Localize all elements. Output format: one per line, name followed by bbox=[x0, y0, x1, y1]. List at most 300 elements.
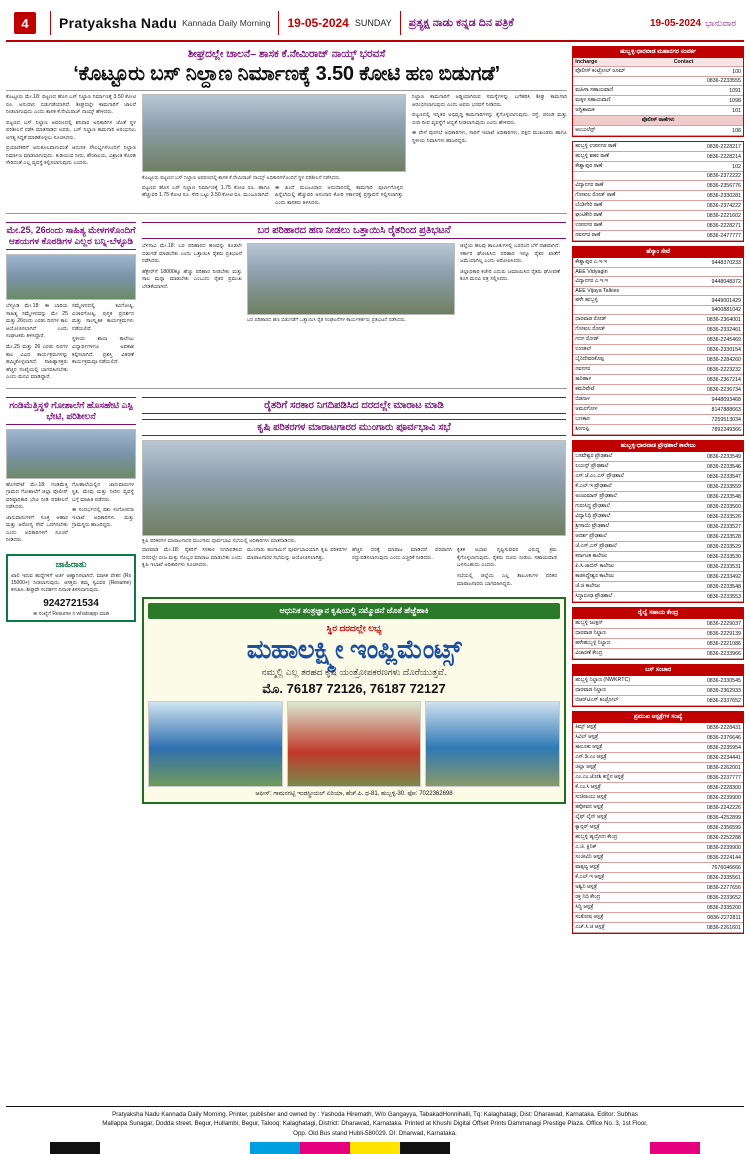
cell-name: ಉಪನಗರ ಠಾಣೆ bbox=[573, 221, 671, 231]
cell-contact: 0836-2233559 bbox=[672, 482, 743, 492]
cell-contact: 9448093468 bbox=[672, 395, 743, 405]
column-header-incharge: Incharge bbox=[573, 58, 671, 67]
directory-box-title: ಹುಬ್ಬಳ್ಳಿ-ಧಾರವಾಡ ಪ್ರೌಢಶಾಲೆ ಕಾಲೇಜು bbox=[573, 441, 743, 452]
cell-name: ಬಿಡನಾಳ bbox=[573, 395, 671, 405]
table-row bbox=[573, 142, 743, 152]
paragraph: ಸ್ಥಳೀಯ ಶಾಲಾ ಕಾಲೇಜು ವಿದ್ಯಾರ್ಥಿಗಳಿಗೂ ಅವಕಾಶ ಕಲ್ಪಿಸಲಾಗಿದೆ. ಪ್ರಶಸ್ತಿ ವಿತರಣೆ ಕಾರ್ಯಕ್ರಮವೂ ನಡೆಯಲಿದೆ. bbox=[72, 336, 134, 366]
story4-headline: ಗಂಡಿಮೆತ್ತಿಸ್ಥಳಿ ಗೋಶಾಲೆಗೆ ಹೊಸಹೇಟಿ ಎಸ್ಪಿ ಭೇಟಿ, ಪರಿಶೀಲನೆ bbox=[6, 397, 136, 425]
directory-table bbox=[573, 619, 743, 659]
cell-contact: 0836-2221602 bbox=[672, 211, 743, 221]
table-row bbox=[573, 126, 743, 136]
display-ad-address: ಆಫೀಸ್: ಗಾಮನಗಟ್ಟಿ ಇಂಡಸ್ಟ್ರೀಯಲ್ ಏರಿಯಾ, ಹೆಚ್.ಪಿ. ಧ-81, ಹುಬ್ಬಳ್ಳಿ-30. ಫೋ: 7022362698 bbox=[255, 791, 453, 798]
directory-box-title: ಹೆಸ್ಕಾಂ ಸೇವೆ bbox=[573, 247, 743, 258]
table-row bbox=[573, 686, 743, 696]
imprint-line-2: Mallappa Sunagar, Dodda street, Begur, Hullambi, Begur, Talooq: Kalaghatagi, District: Dharawad, Karnataka. Printed at Khushi Digital Offset Prints Dammanagi Prestige Plaza. Office No. 3, 1st Floor, bbox=[102, 1120, 648, 1128]
table-row bbox=[573, 833, 743, 843]
directory-table bbox=[573, 452, 743, 602]
product-photo-plough bbox=[148, 701, 283, 787]
print-registration-colorbar bbox=[0, 1142, 750, 1154]
story3-block bbox=[142, 217, 566, 384]
issue-date: 19-05-2024 bbox=[287, 16, 349, 30]
cell-name: ಹುಬ್ಬಳ್ಳಿ ನಿಲ್ದಾಣ (NWKRTC) bbox=[573, 676, 671, 686]
table-row bbox=[573, 873, 743, 883]
cell-name bbox=[573, 172, 671, 181]
cell-contact: 0836-2477777 bbox=[672, 231, 743, 241]
cell-contact: 1098 bbox=[672, 96, 743, 106]
cell-contact: 0836-2229037 bbox=[672, 619, 743, 629]
cell-name: ಸಂಜೀವಿನಿ ಆಸ್ಪತ್ರೆ bbox=[573, 853, 671, 863]
cell-contact: 0836-2235954 bbox=[672, 743, 743, 753]
cell-contact: 0836-2364001 bbox=[672, 315, 743, 325]
cell-contact: 0836-2374222 bbox=[672, 201, 743, 211]
cell-name: ಎಂ.ಎಂ.ಜೋಶಿ ಕಣ್ಣಿನ ಆಸ್ಪತ್ರೆ bbox=[573, 773, 671, 783]
story5-subheadline: ಕೃಷಿ ಪರಿಕರಗಳ ಮಾರಾಟಗಾರರ ಮುಂಗಾರು ಪೂರ್ವಭಾವಿ ಸಭೆ bbox=[142, 419, 566, 436]
lead-kicker: ಶೀಘ್ರದಲ್ಲೇ ಚಾಲನೆ– ಶಾಸಕ ಕೆ.ನೇಮಿರಾಜ್ ನಾಯ್ಕ್ ಭರವಸೆ bbox=[187, 48, 386, 60]
paragraph: ಹೊಸಪೇಟೆ ಮೇ.18: ಗಂಡಿಮೆತ್ತಿ ಗ್ರಾಮದ ಗೋಶಾಲೆಗೆ ಜಿಲ್ಲಾ ಪೊಲೀಸ್ ವರಿಷ್ಠಾಧಿಕಾರಿ ಭೇಟಿ ನೀಡಿ ಪರಿಶೀಲನೆ ನಡೆಸಿದರು. bbox=[6, 481, 68, 511]
paper-title: Pratyaksha Nadu bbox=[59, 15, 178, 31]
story3-headline: ಬರ ಪರಿಹಾರದ ಹಣ ನೀಡಲು ಒತ್ತಾಯಿಸಿ ರೈತರಿಂದ ಪ್ರತಿಭಟನೆ bbox=[142, 222, 566, 239]
cell-contact: 0836-2356599 bbox=[672, 823, 743, 833]
table-row bbox=[573, 562, 743, 572]
cell-name: ಗದಗ ರೋಡ್ bbox=[573, 335, 671, 345]
directory-box-hospitals bbox=[572, 711, 744, 934]
table-row bbox=[573, 296, 743, 306]
cell-contact bbox=[672, 268, 743, 277]
cell-name: ಮಕ್ಕಳ ಸಹಾಯವಾಣಿ bbox=[573, 96, 671, 106]
table-row bbox=[573, 733, 743, 743]
display-ad-tagline: ಆಧುನಿಕ ತಂತ್ರಜ್ಞಾನ ಕೃಷಿಯಲ್ಲಿ ನಮ್ಮೊಡನೆ ಜೊತೆ ಹೆಜ್ಜೆಹಾಕಿ bbox=[148, 603, 560, 619]
story5-photo-caption: ಕೃಷಿ ಪರಿಕರಗಳ ಮಾರಾಟಗಾರರ ಮುಂಗಾರು ಪೂರ್ವಭಾವಿ ಸಭೆಯಲ್ಲಿ ಅಧಿಕಾರಿಗಳು ಮಾತನಾಡಿದರು. bbox=[142, 537, 297, 544]
table-row bbox=[573, 502, 743, 512]
cell-name: ಸಿದ್ಧಿ ಆಸ್ಪತ್ರೆ bbox=[573, 903, 671, 913]
cell-contact: 0836-2332461 bbox=[672, 325, 743, 335]
cell-contact: 0836-2245469 bbox=[672, 335, 743, 345]
cell-contact: 0836-2252288 bbox=[672, 833, 743, 843]
cell-contact: 0836-2272811 bbox=[672, 913, 743, 923]
cell-contact: 0836-2233492 bbox=[672, 572, 743, 582]
table-row bbox=[573, 325, 743, 335]
table-row bbox=[573, 629, 743, 639]
cell-contact: 0836-2233555 bbox=[672, 77, 743, 86]
issue-date-right: 19-05-2024 bbox=[649, 17, 702, 29]
table-row bbox=[573, 315, 743, 325]
story5-photo bbox=[142, 440, 566, 536]
imprint-line-1: Pratyaksha Nadu Kannada Daily Morning. Printer, publisher and owned by : Yashoda Hiremath, W/o Gangayya, TabakadHonnihalli, Tq: Kalaghatagi, Dist: Dharawad, Karnataka. Editor: Subhas bbox=[112, 1111, 638, 1118]
divider bbox=[400, 11, 401, 35]
cell-name: ಹಳೇಹುಬ್ಬಳ್ಳಿ ನಿಲ್ದಾಣ bbox=[573, 639, 671, 649]
table-row bbox=[573, 395, 743, 405]
cell-contact: 9448370233 bbox=[672, 258, 743, 268]
table-row bbox=[573, 883, 743, 893]
cell-contact: 0836-2228300 bbox=[672, 783, 743, 793]
paragraph: ಗೋಶಾಲೆಯಲ್ಲಿನ ಜಾನುವಾರುಗಳ ಸ್ಥಿತಿ, ಮೇವು ಮತ್ತು ನೀರಿನ ವ್ಯವಸ್ಥೆ ಬಗ್ಗೆ ಮಾಹಿತಿ ಪಡೆದರು. bbox=[72, 481, 134, 503]
cell-contact: 0836-2228271 bbox=[672, 221, 743, 231]
table-row bbox=[573, 903, 743, 913]
paragraph: ಈ ವೇಳೆ ಪುರಸಭೆ ಅಧಿಕಾರಿಗಳು, ಸಾರಿಗೆ ಇಲಾಖೆ ಅಧಿಕಾರಿಗಳು, ಪಕ್ಷದ ಮುಖಂಡರು ಹಾಗೂ ಸ್ಥಳೀಯ ನಿವಾಸಿಗಳು ಹಾಜರಿದ್ದರು. bbox=[412, 130, 567, 144]
cell-name: ಪಿ.ಸಿ.ಜಾಬಿನ್ ಕಾಲೇಜು bbox=[573, 562, 671, 572]
cell-name: ಹುಬ್ಬಳ್ಳಿ ಉಪನಗರ ಠಾಣೆ bbox=[573, 142, 671, 152]
cell-name: ಕಿಮ್ಸ್ ಆಸ್ಪತ್ರೆ bbox=[573, 723, 671, 733]
cell-name: ಅಗ್ನಿಶಾಮಕ bbox=[573, 106, 671, 116]
cell-name: ಕೆ.ಎಲ್.ಇ ಆಸ್ಪತ್ರೆ bbox=[573, 873, 671, 883]
page-content bbox=[0, 42, 750, 1102]
directory-box-title: ಹುಬ್ಬಳ್ಳಿ-ಧಾರವಾಡ ಮಹಾನಗರ ಸಂಪರ್ಕ bbox=[573, 47, 743, 58]
cell-contact: 0836-2233527 bbox=[672, 522, 743, 532]
cell-name: ಕಾಡಸಿದ್ಧೇಶ್ವರ ಕಾಲೇಜು bbox=[573, 572, 671, 582]
cell-contact: 0836-2234441 bbox=[672, 753, 743, 763]
directory-box-police bbox=[572, 141, 744, 242]
table-row bbox=[573, 96, 743, 106]
directory-column bbox=[572, 46, 744, 1102]
paragraph: ಜಿಲ್ಲಾಧಿಕಾರಿ ಕಚೇರಿ ಎದುರು ಜಮಾಯಿಸಿದ ರೈತರು ಘೋಷಣೆ ಕೂಗಿ ಮನವಿ ಪತ್ರ ಸಲ್ಲಿಸಿದರು. bbox=[460, 268, 560, 283]
directory-table bbox=[573, 723, 743, 933]
cell-name: ಸುಚಿರಾಯು ಆಸ್ಪತ್ರೆ bbox=[573, 793, 671, 803]
table-row bbox=[573, 522, 743, 532]
table-row bbox=[573, 813, 743, 823]
cell-contact: 0836-2233553 bbox=[672, 592, 743, 602]
issue-day: SUNDAY bbox=[354, 18, 392, 28]
lead-column-2a bbox=[142, 185, 270, 211]
table-row bbox=[573, 365, 743, 375]
cell-name: ಬೈರಿದೇವರಕೊಪ್ಪ bbox=[573, 355, 671, 365]
classified-ad-title: ಜಾಹಿರಾತು bbox=[55, 558, 87, 569]
classified-ad-text: ಖಾಲಿ ಇರುವ ಹುದ್ದೆಗಳಿಗೆ ಅರ್ಜಿ ಆಹ್ವಾನಿಸಲಾಗಿದೆ. ಮಾಸಿಕ ವೇತನ (Rs 15000+) ನೀಡಲಾಗುವುದು. ಆಸಕ್ತರು ತಮ್ಮ ಸ್ವವಿವರ (Resume) ಕಳುಹಿಸಿ. ಶೀಘ್ರವೇ ಸಂದರ್ಶನ ದಿನಾಂಕ ತಿಳಿಸಲಾಗುವುದು. bbox=[11, 572, 131, 593]
cell-contact: 1091 bbox=[672, 86, 743, 96]
cell-contact: 0836-2223232 bbox=[672, 365, 743, 375]
cell-name: ಉಣಕಲ್ bbox=[573, 345, 671, 355]
cell-contact: 0836-2337652 bbox=[672, 696, 743, 706]
cell-contact bbox=[672, 287, 743, 296]
table-row bbox=[573, 823, 743, 833]
cell-contact: 101 bbox=[672, 106, 743, 116]
paragraph: ಬೆಳ್ಳೂಡಿ ಮೇ.18: ಈ ಬಾರಿಯ ಸಾಹಿತ್ಯ ಸಮ್ಮೇಳನವನ್ನು ಮೇ 25 ಮತ್ತು 26ರಂದು ಎರಡು ದಿನಗಳ ಕಾಲ ಆಯೋಜಿಸಲಾಗಿದೆ ಎಂದು ಸಂಘಟಕರು ತಿಳಿಸಿದ್ದಾರೆ. bbox=[6, 303, 68, 340]
table-row bbox=[573, 592, 743, 602]
cell-contact: 0836-2376646 bbox=[672, 733, 743, 743]
cell-name: AEE Vijaya Talkies bbox=[573, 287, 671, 296]
table-row bbox=[573, 723, 743, 733]
cell-name: ಎಸ್.ಜೆ.ಎಂ.ಎಸ್ ಪ್ರೌಢಶಾಲೆ bbox=[573, 472, 671, 482]
cell-contact: 9449001429 bbox=[672, 296, 743, 306]
cell-name: ಕೇಶ್ವಾಪುರ ಠಾಣೆ bbox=[573, 162, 671, 172]
cell-name: ಬಣಕಾರ bbox=[573, 415, 671, 425]
cell-name: ತಾಲೂಕು ಆಸ್ಪತ್ರೆ bbox=[573, 743, 671, 753]
cell-contact: 0836-2239900 bbox=[672, 843, 743, 853]
page-number-badge: 4 bbox=[14, 12, 36, 34]
table-row bbox=[573, 425, 743, 435]
paragraph: ಜಾನುವಾರುಗಳಿಗೆ ಸೂಕ್ತ ಆಹಾರ ಮತ್ತು ಆರೋಗ್ಯ ಸೇವೆ ಒದಗಿಸಬೇಕು ಎಂದು ಅಧಿಕಾರಿಗಳಿಗೆ ಸೂಚನೆ ನೀಡಿದರು. bbox=[6, 514, 68, 544]
cell-name: ಶಿರಗುಪ್ಪಿ bbox=[573, 425, 671, 435]
cell-name: ಶ್ರೀಸಾಯಿ ಪ್ರೌಢಶಾಲೆ bbox=[573, 522, 671, 532]
cell-contact: 0836-2233546 bbox=[672, 462, 743, 472]
paragraph: ಸಭೆಯಲ್ಲಿ ಜಿಲ್ಲೆಯ ಎಲ್ಲ ತಾಲೂಕುಗಳ ಪರಿಕರ ಮಾರಾಟಗಾರರು ಭಾಗವಹಿಸಿದ್ದರು. bbox=[457, 573, 557, 587]
product-photo-trailer bbox=[425, 701, 560, 787]
table-row bbox=[573, 306, 743, 315]
story3-photo-wrap bbox=[247, 243, 455, 324]
directory-table bbox=[573, 58, 743, 136]
table-row bbox=[573, 582, 743, 592]
table-row bbox=[573, 552, 743, 562]
cell-contact: 0836-2229139 bbox=[672, 629, 743, 639]
table-row bbox=[573, 191, 743, 201]
cell-name: ಬಸವೇಶ್ವರ ಪ್ರೌಢಶಾಲೆ bbox=[573, 452, 671, 462]
cell-contact: 0836-2262001 bbox=[672, 763, 743, 773]
display-ad-photos bbox=[148, 701, 560, 787]
directory-box-title: ಪ್ರಮುಖ ಆಸ್ಪತ್ರೆಗಳ ಸಂಖ್ಯೆ bbox=[573, 712, 743, 723]
story2-headline: ಮೇ.25, 26ರಂದು ಸಾಹಿತ್ಯ ಮೇಳಗಳೊಂದಿಗೆ ಆಶಯಗಳ ಕೊಠಡಿಗಳ ಎಲ್ಲರ ಬನ್ನಿ-ಬೆಳ್ಳೂಡಿ bbox=[6, 222, 136, 250]
lead-photo-caption: ಕೊಟ್ಟೂರು ಪಟ್ಟಣದ ಬಸ್ ನಿಲ್ದಾಣ ಆವರಣದಲ್ಲಿ ಶಾಸಕ ಕೆ.ನೇಮಿರಾಜ್ ನಾಯ್ಕ್ ಅಧಿಕಾರಿಗಳೊಂದಿಗೆ ಸ್ಥಳ ಪರಿಶೀಲನೆ ನಡೆಸಿದರು. bbox=[142, 175, 341, 181]
story3-column-2 bbox=[460, 243, 560, 324]
cell-contact: 0836-2242226 bbox=[672, 803, 743, 813]
cell-name: ವಿದ್ಯಾನಿಧಿ ಪ್ರೌಢಶಾಲೆ bbox=[573, 512, 671, 522]
table-row bbox=[573, 676, 743, 686]
directory-table bbox=[573, 142, 743, 241]
story4-block bbox=[6, 392, 136, 805]
cell-contact: 0836-2330281 bbox=[672, 191, 743, 201]
classified-ad-phone[interactable]: 9242721534 bbox=[43, 597, 99, 609]
cell-contact: 0836-2233528 bbox=[672, 532, 743, 542]
table-row bbox=[573, 753, 743, 763]
cell-contact: 108 bbox=[672, 126, 743, 136]
table-row bbox=[573, 863, 743, 873]
cell-contact: 7676046666 bbox=[672, 863, 743, 873]
cell-contact: 0836-2367214 bbox=[672, 375, 743, 385]
cell-name: ಜಿಲ್ಲಾ ಆಸ್ಪತ್ರೆ bbox=[573, 763, 671, 773]
cell-contact: 0836-2233560 bbox=[672, 502, 743, 512]
cell-contact: 0836-2233531 bbox=[672, 562, 743, 572]
paragraph: ಬೆಳಗಾವಿ ಮೇ.18: ಬರ ಪರಿಹಾರದ ಹಣವನ್ನು ಕೂಡಲೇ ಬಿಡುಗಡೆ ಮಾಡಬೇಕು ಎಂದು ಒತ್ತಾಯಿಸಿ ರೈತರು ಪ್ರತಿಭಟನೆ ನಡೆಸಿದರು. bbox=[142, 243, 242, 265]
table-row bbox=[573, 116, 743, 126]
directory-box-hescom bbox=[572, 246, 744, 436]
cell-name: ತಪೋವನ ಆಸ್ಪತ್ರೆ bbox=[573, 803, 671, 813]
cell-contact: 8147888663 bbox=[672, 405, 743, 415]
cell-contact: 0836-2335200 bbox=[672, 903, 743, 913]
table-row bbox=[573, 649, 743, 659]
table-row bbox=[573, 773, 743, 783]
table-row bbox=[573, 162, 743, 172]
cell-name: ಎ.ಜಿ. ಕ್ಲಿನಿಕ್ bbox=[573, 843, 671, 853]
paragraph: ಸಮ್ಮೇಳನದಲ್ಲಿ ಕವಿಗೋಷ್ಠಿ, ವಿಚಾರಗೋಷ್ಠಿ, ಪುಸ್ತಕ ಪ್ರದರ್ಶನ ಮತ್ತು ಸಾಂಸ್ಕೃತಿಕ ಕಾರ್ಯಕ್ರಮಗಳು ನಡೆಯಲಿವೆ. bbox=[72, 303, 134, 332]
cell-name: ಘಂಟಿಕೇರಿ ಠಾಣೆ bbox=[573, 211, 671, 221]
table-row bbox=[573, 572, 743, 582]
directory-box-railway bbox=[572, 607, 744, 660]
cell-contact: 0836-4252899 bbox=[672, 813, 743, 823]
cell-name bbox=[573, 306, 671, 315]
story4-photo bbox=[6, 429, 136, 479]
table-row bbox=[573, 106, 743, 116]
table-row bbox=[573, 375, 743, 385]
editorial-columns bbox=[6, 46, 567, 1102]
cell-name: ಮಹಿಳಾ ಸಹಾಯವಾಣಿ bbox=[573, 86, 671, 96]
cell-contact: 7259513034 bbox=[672, 415, 743, 425]
cell-contact: 0836-2261601 bbox=[672, 923, 743, 933]
paragraph: ಪಟ್ಟಣದ ಹೊಸ ಬಸ್ ನಿಲ್ದಾಣ ನಿರ್ಮಾಣಕ್ಕೆ 1.75 ಕೋಟಿ ರೂ. ಹಾಗೂ ಹೆಚ್ಚುವರಿ 1.75 ಕೋಟಿ ರೂ. ಸೇರಿ ಒಟ್ಟು 3.50 ಕೋಟಿ ರೂ. ಮಂಜೂರಾಗಿದೆ. bbox=[142, 184, 270, 199]
cell-contact: 0836-2233966 bbox=[672, 649, 743, 659]
table-row bbox=[573, 77, 743, 86]
story5-block bbox=[142, 392, 566, 805]
cell-name: ಹುಬ್ಬಳ್ಳಿ ಹೃದ್ರೋಗ ಕೇಂದ್ರ bbox=[573, 833, 671, 843]
table-row bbox=[573, 913, 743, 923]
cell-contact: 0836-2236734 bbox=[672, 385, 743, 395]
cell-contact: 0836-2335561 bbox=[672, 873, 743, 883]
cell-name: ಅಂಜುಮಾನ್ ಪ್ರೌಢಶಾಲೆ bbox=[573, 492, 671, 502]
cell-contact: 0836-2221086 bbox=[672, 639, 743, 649]
cell-name: ಹುಬ್ಬಳ್ಳಿ ಜಂಕ್ಷನ್ bbox=[573, 619, 671, 629]
cell-name: ವಿದ್ಯಾನಗರ ಠಾಣೆ bbox=[573, 181, 671, 191]
cell-contact: 0836-2356776 bbox=[672, 181, 743, 191]
cell-name: ಎಸ್.ಡಿ.ಎಂ ಆಸ್ಪತ್ರೆ bbox=[573, 753, 671, 763]
table-row bbox=[573, 452, 743, 462]
table-row bbox=[573, 482, 743, 492]
story5-column-3 bbox=[352, 547, 452, 591]
cell-name: ಜೆ.ಜಿ ಕಾಲೇಜು bbox=[573, 582, 671, 592]
table-row bbox=[573, 803, 743, 813]
cell-contact: 0836-2372222 bbox=[672, 172, 743, 181]
paragraph: ಕೊಟ್ಟೂರು ಮೇ.18: ಪಟ್ಟಣದ ಹೊಸ ಬಸ್ ನಿಲ್ದಾಣ ನಿರ್ಮಾಣಕ್ಕೆ 3.50 ಕೋಟಿ ರೂ. ಅನುದಾನ ಬಿಡುಗಡೆಯಾಗಿದೆ. ಶೀಘ್ರದಲ್ಲೇ ಕಾಮಗಾರಿಗೆ ಚಾಲನೆ ನೀಡಲಾಗುವುದು ಎಂದು ಶಾಸಕ ಕೆ.ನೇಮಿರಾಜ್ ನಾಯ್ಕ್ ಹೇಳಿದರು. bbox=[6, 94, 136, 116]
cell-contact: 0836-2233652 bbox=[672, 893, 743, 903]
paragraph: ಮೇ.25 ಮತ್ತು 26 ಎರಡು ದಿನಗಳ ಕಾಲ ವಿವಿಧ ಕಾರ್ಯಕ್ರಮಗಳನ್ನು ಹಮ್ಮಿಕೊಳ್ಳಲಾಗಿದೆ. ಸಾಹಿತ್ಯಾಸಕ್ತರು ಹೆಚ್ಚಿನ ಸಂಖ್ಯೆಯಲ್ಲಿ ಭಾಗವಹಿಸಬೇಕು ಎಂದು ಮನವಿ ಮಾಡಿದ್ದಾರೆ. bbox=[6, 344, 68, 381]
column-header-contact: Contact bbox=[672, 58, 743, 67]
classified-ad-left bbox=[6, 554, 136, 622]
section-subtitle: ಪೊಲೀಸ್ ಠಾಣೆಗಳು bbox=[573, 116, 743, 126]
cell-name: ಕ್ಯಾನ್ಸರ್ ಆಸ್ಪತ್ರೆ bbox=[573, 823, 671, 833]
cell-contact: 0836-2277656 bbox=[672, 883, 743, 893]
cell-name: ನವನಗರ ಠಾಣೆ bbox=[573, 231, 671, 241]
cell-name: ಗೋಕುಲ ರೋಡ್ bbox=[573, 325, 671, 335]
phone-label: ಮೊ. bbox=[262, 681, 284, 697]
paragraph: ಜಿಲ್ಲೆಯ ಹಲವು ತಾಲೂಕುಗಳಲ್ಲಿ ಬರದಿಂದ ಬೆಳೆ ನಾಶವಾಗಿದೆ. ಸರ್ಕಾರ ಘೋಷಿಸಿದ ಪರಿಹಾರ ಇನ್ನೂ ರೈತರ ಖಾತೆಗೆ ಜಮೆಯಾಗಿಲ್ಲ ಎಂದು ಆರೋಪಿಸಿದರು. bbox=[460, 243, 560, 265]
directory-box-bus bbox=[572, 664, 744, 707]
directory-box-title: ಬಸ್ ಸಂಚಾರ bbox=[573, 665, 743, 676]
cell-contact: 0836-2330154 bbox=[672, 345, 743, 355]
cell-name: ಕೇಶ್ವಾಪುರ ಎ.ಇ.ಇ bbox=[573, 258, 671, 268]
cell-name: ಬೆಂಡಿಗೇರಿ ಠಾಣೆ bbox=[573, 201, 671, 211]
masthead bbox=[6, 6, 744, 42]
cell-name bbox=[573, 77, 671, 86]
divider bbox=[6, 90, 567, 91]
divider bbox=[6, 213, 567, 214]
cell-contact: 0836-2228431 bbox=[672, 723, 743, 733]
story3-photo-caption: ಬರ ಪರಿಹಾರದ ಹಣ ಬಿಡುಗಡೆಗೆ ಒತ್ತಾಯಿಸಿ ರೈತ ಸಂಘಟನೆಗಳ ಕಾರ್ಯಕರ್ತರು ಪ್ರತಿಭಟನೆ ನಡೆಸಿದರು. bbox=[247, 317, 407, 324]
cell-name: ಕೆ.ಎಲ್.ಇ ಪ್ರೌಢಶಾಲೆ bbox=[573, 482, 671, 492]
cell-name: ವಿಚಾರಣೆ ಕೇಂದ್ರ bbox=[573, 649, 671, 659]
table-row bbox=[573, 793, 743, 803]
table-row bbox=[573, 405, 743, 415]
table-row bbox=[573, 696, 743, 706]
table-row bbox=[573, 472, 743, 482]
product-photo-rotavator bbox=[287, 701, 422, 787]
cell-contact: 0836-2362933 bbox=[672, 686, 743, 696]
paragraph: ಪ್ರಯಾಣಿಕರಿಗೆ ಅನುಕೂಲವಾಗುವಂತೆ ಆಧುನಿಕ ಸೌಲಭ್ಯಗಳೊಂದಿಗೆ ನಿಲ್ದಾಣ ನಿರ್ಮಾಣ ಮಾಡಲಾಗುವುದು. ಕುಡಿಯುವ ನೀರು, ಶೌಚಾಲಯ, ವಿಶ್ರಾಂತಿ ಕೊಠಡಿ ಸೇರಿದಂತೆ ಎಲ್ಲ ವ್ಯವಸ್ಥೆ ಕಲ್ಪಿಸಲಾಗುವುದು ಎಂದರು. bbox=[6, 145, 136, 167]
story2-column-1 bbox=[6, 303, 68, 384]
table-row bbox=[573, 462, 743, 472]
cell-name: ವಾತ್ಸಲ್ಯ ಆಸ್ಪತ್ರೆ bbox=[573, 863, 671, 873]
story5-column-1 bbox=[142, 547, 242, 591]
cell-name: ತಾರಿಹಾಳ bbox=[573, 375, 671, 385]
cell-contact: 0836-2224144 bbox=[672, 853, 743, 863]
classified-ad-note: ಈ ಸಂಖ್ಯೆಗೆ Resume ನ whatsapp ಮಾಡಿ bbox=[32, 610, 110, 617]
story4-column-1 bbox=[6, 482, 68, 548]
imprint-footer bbox=[6, 1106, 744, 1138]
display-ad-brand: ಮಹಾಲಕ್ಷ್ಮೀ ಇಂಪ್ಲಿಮೆಂಟ್ಸ್ bbox=[246, 634, 462, 665]
paper-subtitle: Kannada Daily Morning bbox=[182, 18, 271, 28]
display-ad-phone[interactable] bbox=[148, 681, 560, 697]
issue-day-kannada: ಭಾನುವಾರ bbox=[705, 17, 736, 28]
table-row bbox=[573, 152, 743, 162]
imprint-line-3: Opp. Old Bus stand Hubli-580029. DI: Dharwad, Karnataka. bbox=[293, 1129, 457, 1137]
cell-name: ಬಿಆರ್‌ಟಿಎಸ್ ಕಂಟ್ರೋಲ್ bbox=[573, 696, 671, 706]
cell-name: ಗುರುಸಿದ್ಧ ಪ್ರೌಢಶಾಲೆ bbox=[573, 502, 671, 512]
cell-contact: 0836-2228217 bbox=[672, 142, 743, 152]
display-ad-line: ನಮ್ಮಲ್ಲಿ ಎಲ್ಲ ತರಹದ ಕೃಷಿ ಯಂತ್ರೋಪಕರಣಗಳು ದೊರೆಯುತ್ತವೆ. bbox=[261, 667, 447, 678]
cell-name: ಎಚ್.ಸಿ.ಜಿ ಆಸ್ಪತ್ರೆ bbox=[573, 923, 671, 933]
display-ad bbox=[142, 597, 566, 804]
cell-name: ಸಂತೋಷ ಆಸ್ಪತ್ರೆ bbox=[573, 913, 671, 923]
table-row bbox=[573, 512, 743, 522]
cell-contact: 0836-2233549 bbox=[672, 452, 743, 462]
paragraph: ಕೃತಕ ಅಭಾವ ಸೃಷ್ಟಿಸುವವರ ವಿರುದ್ಧ ಕ್ರಮ ಕೈಗೊಳ್ಳಲಾಗುವುದು. ರೈತರು ದೂರು ನೀಡಲು ಸಹಾಯವಾಣಿ ಬಳಸಬಹುದು ಎಂದರು. bbox=[457, 547, 557, 569]
table-row bbox=[573, 277, 743, 287]
cell-name: ವಿದ್ಯಾನಗರ ಎ.ಇ.ಇ bbox=[573, 277, 671, 287]
story2-block bbox=[6, 217, 136, 384]
story2-column-2 bbox=[72, 303, 134, 384]
lead-column-2 bbox=[142, 94, 406, 210]
lead-headline: ‘ಕೊಟ್ಟೂರು ಬಸ್ ನಿಲ್ದಾಣ ನಿರ್ಮಾಣಕ್ಕೆ 3.50 ಕೋಟಿ ಹಣ ಬಿಡುಗಡೆ’ bbox=[73, 63, 500, 85]
table-row bbox=[573, 763, 743, 773]
paper-title-kannada: ಪ್ರತ್ಯಕ್ಷ ನಾಡು ಕನ್ನಡ ದಿನ ಪತ್ರಿಕೆ bbox=[408, 16, 514, 29]
cell-name: ನವನಗರ bbox=[573, 365, 671, 375]
cell-name: ಪೊಲೀಸ್ ಕಂಟ್ರೋಲ್ ರೂಮ್ bbox=[573, 67, 671, 77]
cell-name: ಆದರ್ಶ ಪ್ರೌಢಶಾಲೆ bbox=[573, 532, 671, 542]
cell-name: ಅಶ್ವಿನಿ ಆಸ್ಪತ್ರೆ bbox=[573, 883, 671, 893]
table-row bbox=[573, 287, 743, 296]
cell-name: ಹಳೇ ಹುಬ್ಬಳ್ಳಿ bbox=[573, 296, 671, 306]
cell-name: ಲಯನ್ಸ್ ಪ್ರೌಢಶಾಲೆ bbox=[573, 462, 671, 472]
table-row bbox=[573, 86, 743, 96]
lead-column-1 bbox=[6, 94, 136, 210]
cell-name: ಸಿವಿಲ್ ಆಸ್ಪತ್ರೆ bbox=[573, 733, 671, 743]
story5-column-4 bbox=[457, 547, 557, 591]
table-row bbox=[573, 619, 743, 629]
cell-name: ಅಮರಗೋಳ bbox=[573, 405, 671, 415]
table-row bbox=[573, 221, 743, 231]
directory-box-schools bbox=[572, 440, 744, 603]
cell-contact: 0836-2233548 bbox=[672, 582, 743, 592]
cell-contact: 100 bbox=[672, 67, 743, 77]
table-row bbox=[573, 415, 743, 425]
newspaper-page bbox=[0, 6, 750, 1154]
directory-box-emergency bbox=[572, 46, 744, 137]
lead-body bbox=[6, 94, 567, 210]
table-row bbox=[573, 268, 743, 277]
table-row bbox=[573, 843, 743, 853]
table-row bbox=[573, 345, 743, 355]
table-header-row bbox=[573, 58, 743, 67]
table-row bbox=[573, 211, 743, 221]
divider bbox=[6, 388, 567, 389]
paragraph: ನಿಲ್ದಾಣ ಕಾಮಗಾರಿಗೆ ಅಡ್ಡಿಯಾಗಿರುವ ಸಮಸ್ಯೆಗಳನ್ನು ಬಗೆಹರಿಸಿ ಶೀಘ್ರ ಕಾಮಗಾರಿ ಆರಂಭಿಸಲಾಗುವುದು ಎಂದು ಅವರು ಭರವಸೆ ನೀಡಿದರು. bbox=[412, 94, 567, 108]
directory-table bbox=[573, 258, 743, 435]
lead-column-2b bbox=[275, 185, 403, 211]
cell-name: AEE Vidyagiri bbox=[573, 268, 671, 277]
cell-contact: 102 bbox=[672, 162, 743, 172]
paragraph: ಹೆಚ್ಚಿನ ದರಕ್ಕೆ ಮಾರಾಟ ಮಾಡಿದರೆ ಪರವಾನಗಿ ರದ್ದುಪಡಿಸಲಾಗುವುದು ಎಂದು ಎಚ್ಚರಿಕೆ ನೀಡಿದರು. bbox=[352, 547, 452, 561]
story4-column-2 bbox=[72, 482, 134, 548]
table-row bbox=[573, 532, 743, 542]
table-row bbox=[573, 201, 743, 211]
cell-name: ಜೆ.ಎಸ್.ಎಸ್ ಪ್ರೌಢಶಾಲೆ bbox=[573, 542, 671, 552]
display-ad-strip: ಸ್ಥಿರ ದರದಲ್ಲೇ ಲಭ್ಯ bbox=[326, 623, 382, 634]
table-row bbox=[573, 783, 743, 793]
